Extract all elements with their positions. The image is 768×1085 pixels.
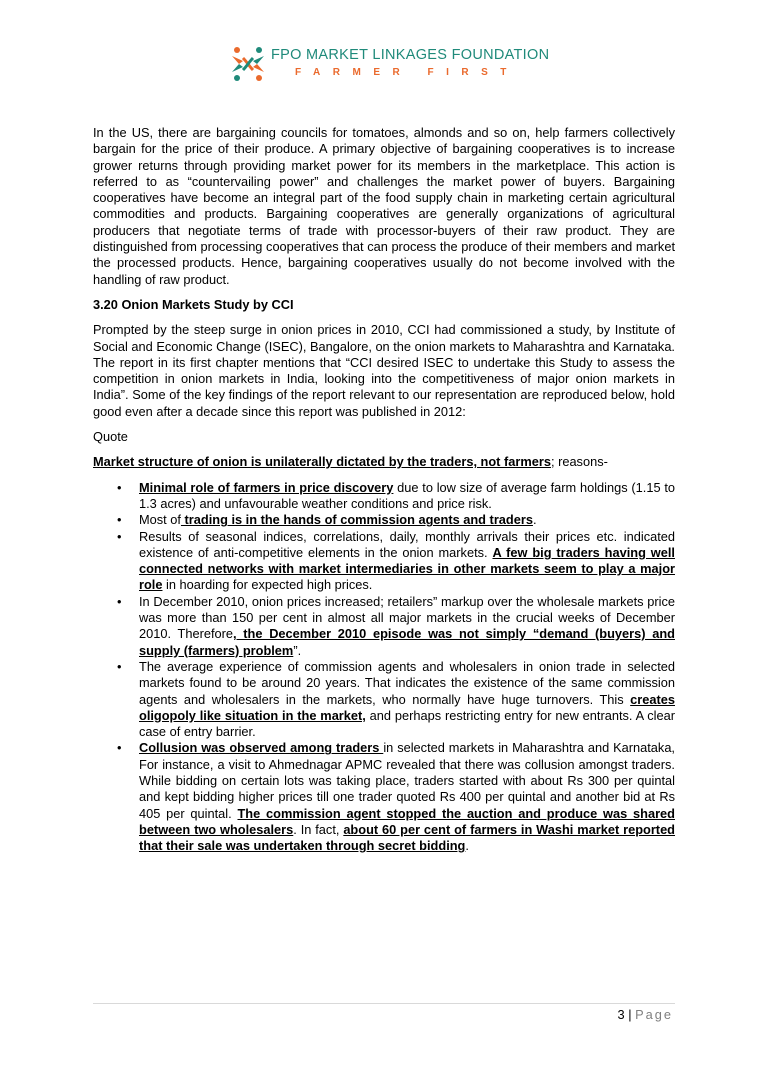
page-footer <box>618 1007 673 1022</box>
bullet-5-bold: creates oligopoly like situation in the market, <box>139 691 675 723</box>
bullet-1-text: due to low size of average farm holdings (1.15 to 1.3 acres) and unfavourable weather conditions and price risk. <box>139 479 675 511</box>
fpo-logo-icon <box>229 44 267 84</box>
org-name: FPO MARKET LINKAGES FOUNDATION <box>271 47 550 63</box>
list-item <box>93 512 675 528</box>
footer-divider <box>93 1003 675 1004</box>
quote-label: Quote <box>93 429 128 445</box>
bullet-6-bold-3: about 60 per cent of farmers in Washi market reported that their sale was undertaken through secret bidding <box>139 821 676 854</box>
bullet-3-post: in hoarding for expected high prices. <box>162 577 373 593</box>
list-item <box>93 594 675 659</box>
tagline: FARMER FIRST <box>295 67 519 78</box>
market-structure-rest: ; reasons- <box>550 454 608 470</box>
bullet-2-bold: trading is in the hands of commission agents and traders <box>180 512 533 528</box>
document-body <box>93 125 675 854</box>
market-structure-line <box>93 454 675 470</box>
bullet-4-post: ”. <box>293 642 302 658</box>
bullet-4-bold: , the December 2010 episode was not simply “demand (buyers) and supply (farmers) problem <box>139 626 675 658</box>
page-label: Page <box>635 1007 673 1022</box>
bullet-6-mid-1: in selected markets in Maharashtra and Karnataka, For instance, a visit to Ahmednagar APMC revealed that there was collusion amongst traders. While bidding on certain lots was taking place, traders started with about Rs 300 per quintal and kept bidding higher prices till one trader quoted Rs 400 per quintal and another bid at Rs 405 per quintal. <box>139 740 675 821</box>
list-item <box>93 740 675 854</box>
list-item <box>93 480 675 513</box>
bullet-icon: • <box>117 479 122 495</box>
list-item <box>93 529 675 594</box>
market-structure-bold: Market structure of onion is unilaterally dictated by the traders, not farmers <box>93 454 551 470</box>
bullet-icon: • <box>117 658 122 674</box>
page-number: 3 <box>617 1007 625 1022</box>
bullet-2-pre: Most of <box>139 512 181 528</box>
bullet-icon: • <box>117 740 122 756</box>
findings-list <box>93 480 675 855</box>
bullet-5-pre: The average experience of commission agents and wholesalers in onion trade in selected markets found to be around 20 years. That indicates the existence of the same commission agents and wholesalers in the markets, who normally have huge turnovers. This <box>139 658 675 707</box>
bullet-icon: • <box>117 593 122 609</box>
bullet-icon: • <box>117 528 122 544</box>
bullet-3-bold: A few big traders having well connected networks with market intermediaries in other markets seem to play a major role <box>139 544 675 593</box>
bullet-4-pre: In December 2010, onion prices increased; retailers” markup over the wholesale markets price was more than 150 per cent in almost all major markets in the crucial weeks of December 2010. Therefore <box>139 593 675 642</box>
list-item <box>93 659 675 740</box>
section-heading: 3.20 Onion Markets Study by CCI <box>93 296 294 312</box>
bullet-6-post: . <box>465 838 469 854</box>
bullet-5-post: and perhaps restricting entry for new entrants. A clear case of entry barrier. <box>139 707 676 740</box>
study-paragraph: Prompted by the steep surge in onion prices in 2010, CCI had commissioned a study, by Institute of Social and Economic Change (ISEC), Bangalore, on the onion markets to Maharashtra and Karnataka. The report in its first chapter mentions that “CCI desired ISEC to undertake this Study to assess the competition in onion markets in India, looking into the competitiveness of major onion markets in India”. Some of the key findings of the report relevant to our representation are reproduced below, hold good even after a decade since this report was published in 2012: <box>93 322 675 419</box>
bullet-6-bold-2: The commission agent stopped the auction and produce was shared between two wholesalers <box>139 805 675 837</box>
bullet-6-bold-1: Collusion was observed among traders <box>139 740 384 756</box>
bullet-1-bold: Minimal role of farmers in price discovery <box>139 479 394 495</box>
intro-paragraph: In the US, there are bargaining councils for tomatoes, almonds and so on, help farmers collectively bargain for the price of their produce. A primary objective of bargaining cooperatives is to increase grower returns through providing market power for its members in the marketplace. This action is referred to as “countervailing power” and challenges the market power of buyers. Bargaining cooperatives have become an integral part of the food supply chain in marketing certain agricultural commodities and products. Bargaining cooperatives are generally organizations of agricultural producers that negotiate terms of trade with processor-buyers of their raw product. They are distinguished from processing cooperatives that can process the produce of their members and market the processed products. Hence, bargaining cooperatives usually do not become involved with the handling of raw product. <box>93 125 675 287</box>
page-separator: | <box>628 1007 632 1022</box>
bullet-icon: • <box>117 512 122 528</box>
bullet-3-pre: Results of seasonal indices, correlations, daily, monthly arrivals their prices etc. indicated existence of anti-competitive elements in the onion markets. <box>139 528 675 560</box>
bullet-6-mid-2: . In fact, <box>293 821 344 837</box>
page-header <box>229 44 549 88</box>
bullet-2-post: . <box>532 512 537 528</box>
